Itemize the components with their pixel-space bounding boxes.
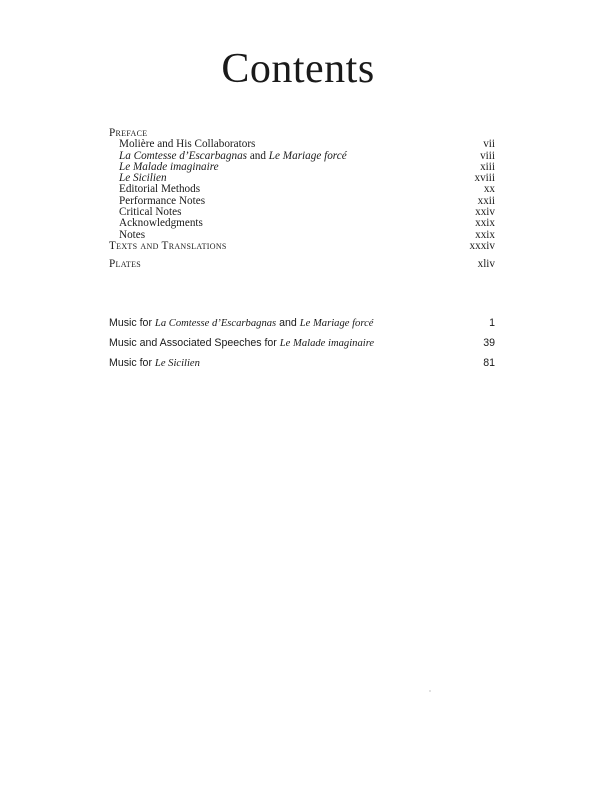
entry-title bbox=[109, 336, 374, 351]
entry-page: xxiv bbox=[475, 206, 495, 219]
entry-page: xxix bbox=[475, 228, 495, 241]
entry-page: 39 bbox=[483, 337, 495, 349]
entry-title bbox=[109, 316, 373, 331]
entry-title-italic: Le Mariage forcé bbox=[299, 318, 374, 329]
entry-title: Critical Notes bbox=[119, 206, 182, 219]
entry-title-prefix: Music for bbox=[109, 317, 155, 329]
entry-title-italic: Le Mariage forcé bbox=[268, 149, 347, 162]
toc-section-texts bbox=[109, 241, 495, 252]
entry-page: 81 bbox=[483, 357, 495, 369]
music-contents bbox=[109, 316, 495, 376]
entry-title: Acknowledgments bbox=[119, 217, 203, 230]
entry-title: Performance Notes bbox=[119, 194, 206, 207]
entry-title-prefix: Music for bbox=[109, 357, 155, 369]
entry-page: vii bbox=[483, 138, 495, 151]
music-entry bbox=[109, 316, 495, 336]
entry-title-italic: La Comtesse d’Escarbagnas bbox=[154, 318, 277, 329]
entry-title: Editorial Methods bbox=[119, 183, 201, 196]
entry-page: 1 bbox=[489, 317, 495, 329]
entry-title-italic: Le Malade imaginaire bbox=[119, 160, 219, 173]
entry-title: Molière and His Collaborators bbox=[119, 138, 256, 151]
page-title: Contents bbox=[221, 46, 375, 92]
toc-section-plates bbox=[109, 259, 495, 270]
table-of-contents bbox=[109, 128, 495, 271]
section-heading: Plates bbox=[109, 258, 142, 271]
section-heading: Texts and Translations bbox=[109, 239, 227, 252]
entry-title-prefix: Music and Associated Speeches for bbox=[109, 337, 280, 349]
music-entry bbox=[109, 336, 495, 356]
entry-page: xxxiv bbox=[469, 239, 495, 252]
entry-title-italic: Le Sicilien bbox=[154, 358, 200, 369]
entry-page: xiii bbox=[480, 160, 495, 173]
music-entry bbox=[109, 356, 495, 376]
entry-title-conjunction: and bbox=[247, 149, 269, 162]
entry-page: xxii bbox=[477, 194, 495, 207]
entry-page: xx bbox=[483, 183, 495, 196]
entry-title bbox=[109, 356, 200, 371]
entry-title-italic: La Comtesse d’Escarbagnas bbox=[119, 149, 248, 162]
entry-title-italic: Le Sicilien bbox=[119, 172, 167, 185]
entry-page: xviii bbox=[474, 172, 495, 185]
entry-title-conjunction: and bbox=[276, 317, 300, 329]
entry-title: Notes bbox=[119, 228, 146, 241]
toc-entry bbox=[109, 218, 495, 229]
scan-speck bbox=[429, 690, 431, 692]
entry-page: viii bbox=[480, 149, 495, 162]
entry-page: xxix bbox=[475, 217, 495, 230]
entry-title-italic: Le Malade imaginaire bbox=[279, 338, 375, 349]
entry-page: xliv bbox=[477, 258, 495, 271]
section-heading: Preface bbox=[109, 127, 148, 139]
